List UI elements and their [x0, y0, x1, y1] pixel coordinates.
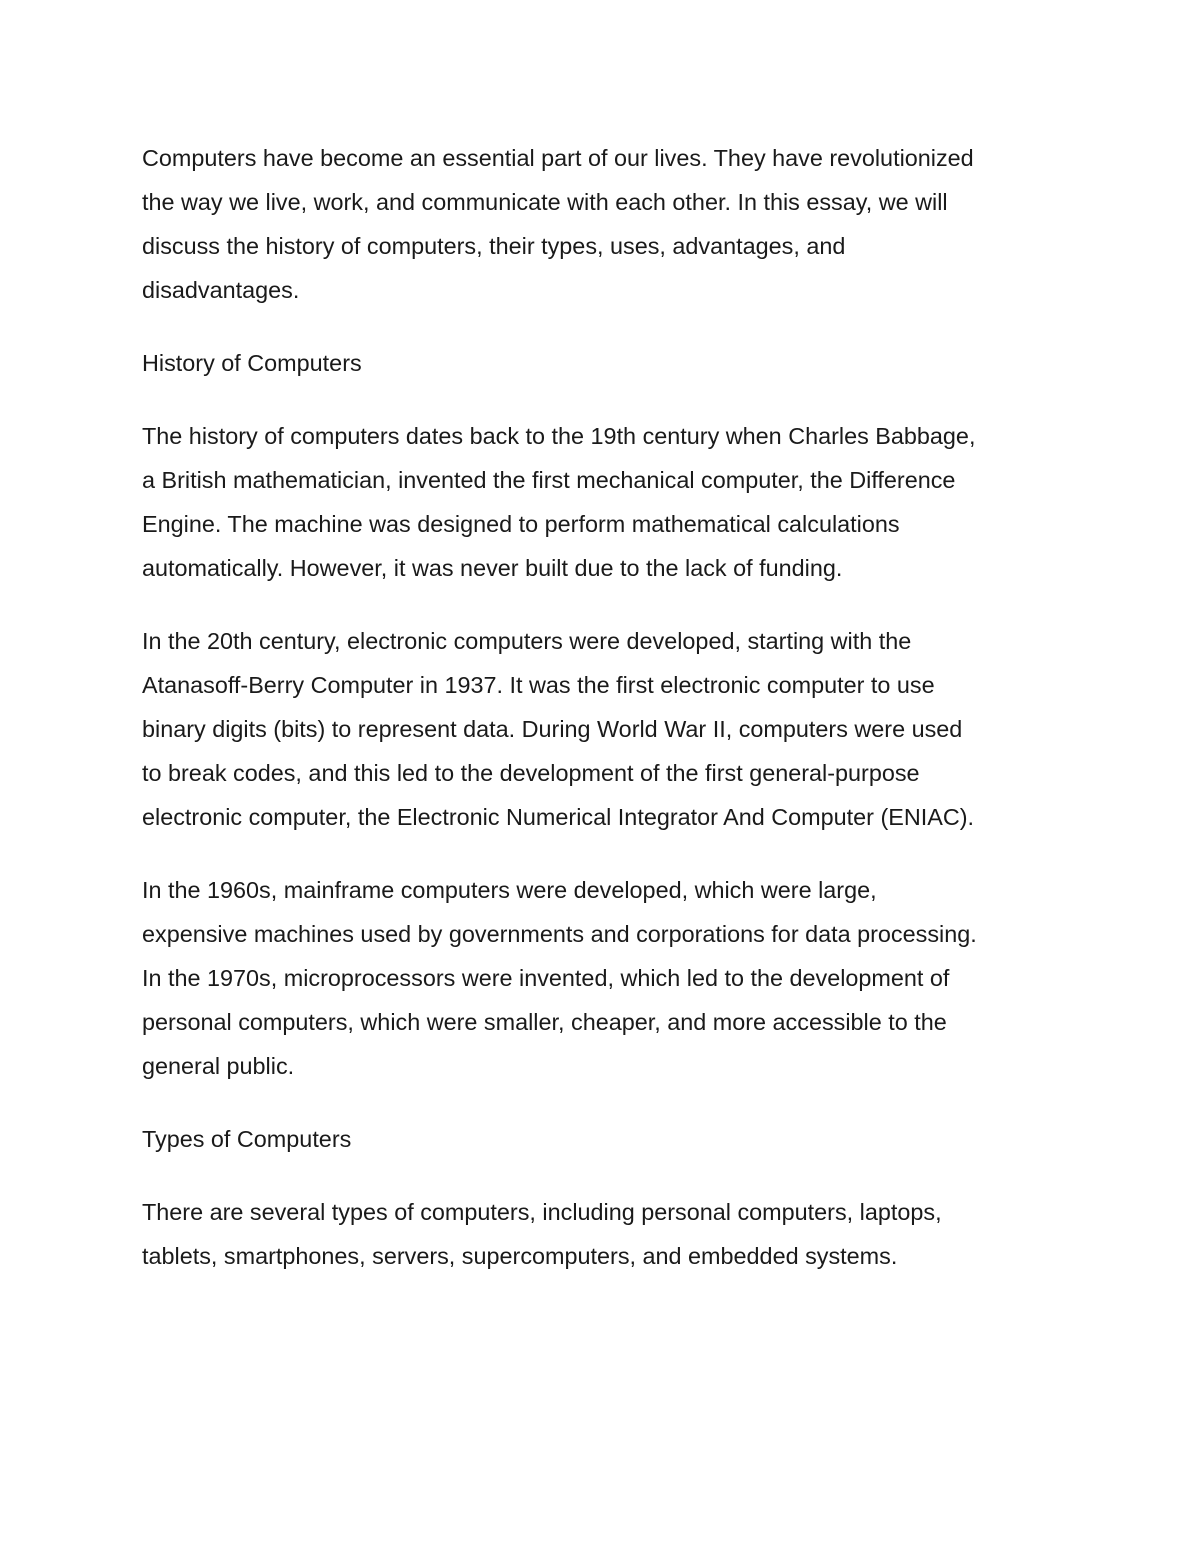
paragraph-line: a British mathematician, invented the first mechanical computer, the Difference: [142, 467, 956, 493]
paragraph-line: the way we live, work, and communicate with each other. In this essay, we will: [142, 189, 948, 215]
paragraph-line: automatically. However, it was never built due to the lack of funding.: [142, 555, 843, 581]
paragraph-line: In the 1970s, microprocessors were invented, which led to the development of: [142, 965, 950, 991]
paragraph-line: Engine. The machine was designed to perform mathematical calculations: [142, 511, 900, 537]
history-heading-block: [142, 341, 1072, 385]
history-paragraph-3: [142, 868, 1072, 1088]
paragraph-line: to break codes, and this led to the development of the first general-purpose: [142, 760, 920, 786]
types-heading-block: [142, 1117, 1072, 1161]
paragraph-line: binary digits (bits) to represent data. During World War II, computers were used: [142, 716, 963, 742]
history-paragraph-1: [142, 414, 1072, 590]
document-body: [142, 136, 1072, 1307]
types-paragraph-1: [142, 1190, 1072, 1278]
history-paragraph-2: [142, 619, 1072, 839]
paragraph-line: In the 1960s, mainframe computers were developed, which were large,: [142, 877, 877, 903]
paragraph-line: tablets, smartphones, servers, supercomputers, and embedded systems.: [142, 1243, 898, 1269]
section-heading-types: Types of Computers: [142, 1126, 352, 1152]
paragraph-line: Computers have become an essential part of our lives. They have revolutionized: [142, 145, 974, 171]
paragraph-line: There are several types of computers, including personal computers, laptops,: [142, 1199, 942, 1225]
paragraph-line: disadvantages.: [142, 277, 300, 303]
paragraph-line: In the 20th century, electronic computers were developed, starting with the: [142, 628, 912, 654]
intro-paragraph: [142, 136, 1072, 312]
paragraph-line: expensive machines used by governments and corporations for data processing.: [142, 921, 977, 947]
paragraph-line: Atanasoff-Berry Computer in 1937. It was the first electronic computer to use: [142, 672, 935, 698]
paragraph-line: general public.: [142, 1053, 295, 1079]
paragraph-line: electronic computer, the Electronic Numerical Integrator And Computer (ENIAC).: [142, 804, 975, 830]
section-heading-history: History of Computers: [142, 350, 362, 376]
paragraph-line: discuss the history of computers, their types, uses, advantages, and: [142, 233, 846, 259]
paragraph-line: personal computers, which were smaller, cheaper, and more accessible to the: [142, 1009, 947, 1035]
paragraph-line: The history of computers dates back to the 19th century when Charles Babbage,: [142, 423, 976, 449]
